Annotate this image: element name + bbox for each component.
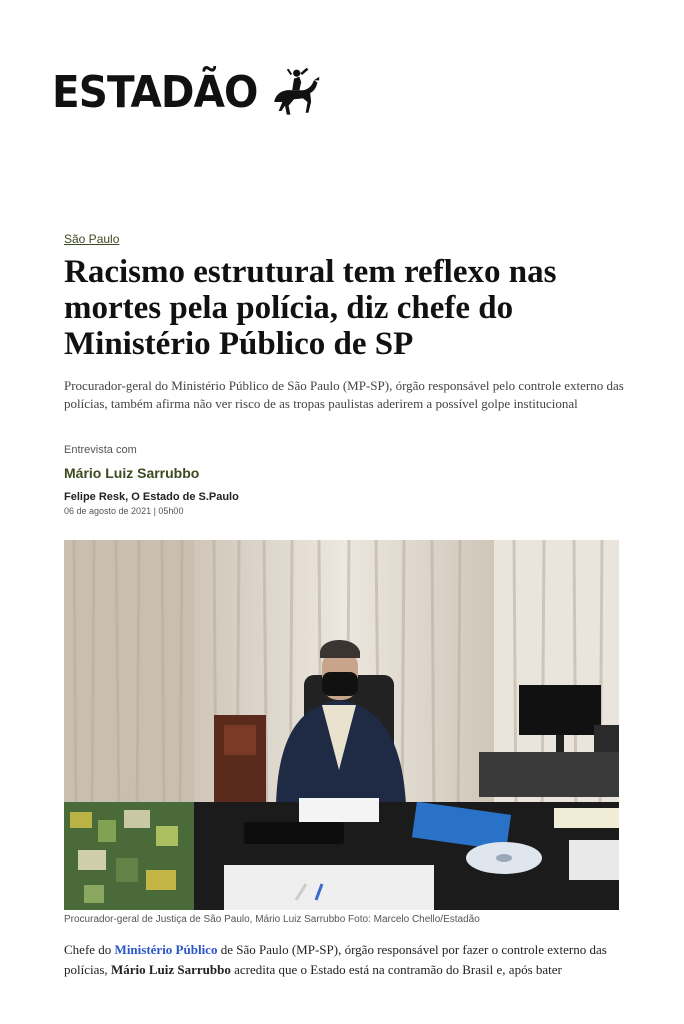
photo-caption: Procurador-geral de Justiça de São Paulo, Mário Luiz Sarrubbo Foto: Marcelo Chello/Estadão — [64, 914, 480, 925]
interview-label: Entrevista com — [64, 444, 137, 456]
body-strong-name: Mário Luiz Sarrubbo — [110, 962, 231, 977]
article-summary: Procurador-geral do Ministério Público de São Paulo (MP-SP), órgão responsável pelo controle externo das polícias, também afirma não ver risco de as tropas paulistas aderirem a possível golpe institucional — [64, 378, 624, 411]
knight-on-horse-icon — [267, 66, 321, 120]
ministerio-publico-link[interactable]: Ministério Público — [114, 942, 218, 957]
article-body-paragraph — [64, 940, 624, 980]
article-author: Felipe Resk, O Estado de S.Paulo — [64, 491, 239, 503]
brand-name: ESTADÃO — [52, 67, 258, 118]
article-date: 06 de agosto de 2021 | 05h00 — [64, 506, 184, 516]
section-link[interactable]: São Paulo — [64, 232, 120, 246]
interviewee-name[interactable]: Mário Luiz Sarrubbo — [64, 465, 200, 481]
brand-logo[interactable] — [52, 66, 321, 120]
body-text-segment: acredita que o Estado está na contramão do Brasil e, após bater — [230, 962, 562, 977]
article-headline: Racismo estrutural tem reflexo nas mortes pela polícia, diz chefe do Ministério Público de SP — [64, 254, 557, 362]
body-text-segment: de São Paulo (MP-SP), órgão responsável por fazer o controle externo das polícias, — [64, 942, 607, 977]
article-photo — [64, 540, 619, 910]
body-text-segment: Chefe do — [64, 942, 115, 957]
